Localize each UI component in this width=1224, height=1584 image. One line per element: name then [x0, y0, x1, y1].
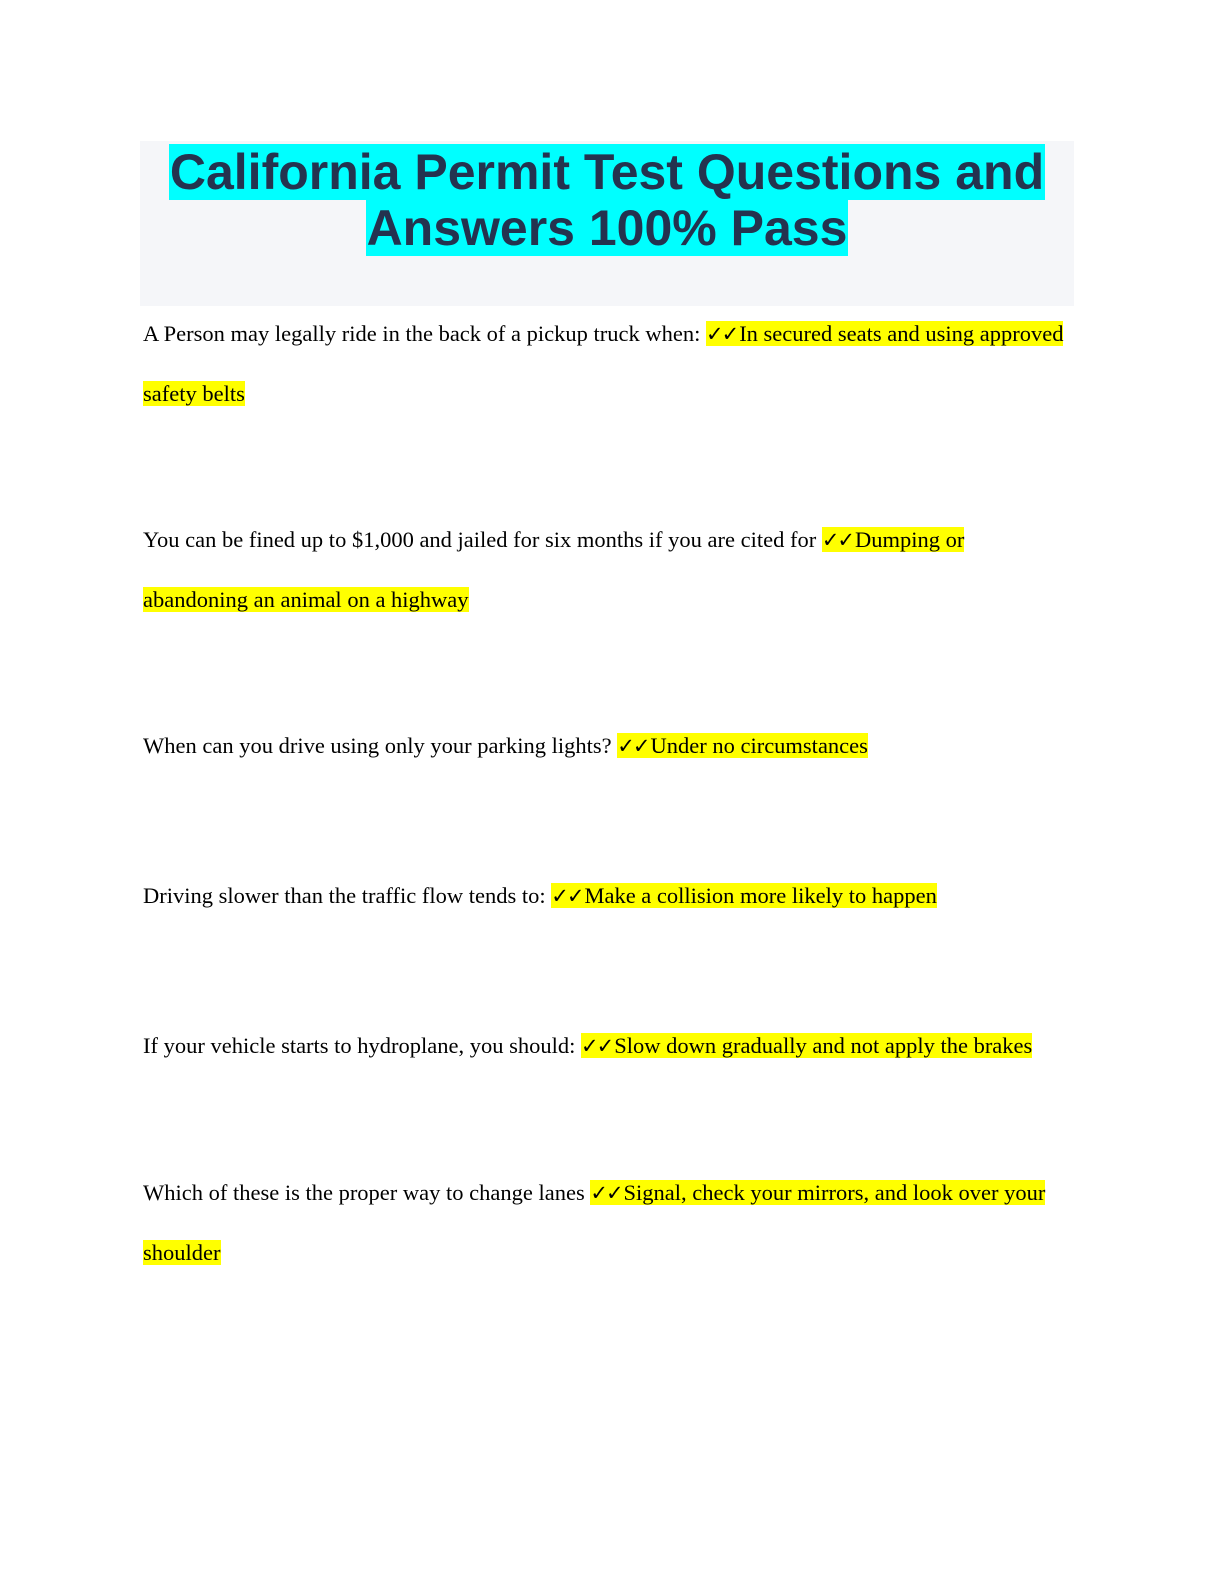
double-check-icon: ✓✓ [581, 1034, 613, 1058]
qa-item [143, 510, 1073, 629]
title-panel [140, 141, 1074, 306]
answer-text: Slow down gradually and not apply the brakes [614, 1033, 1033, 1058]
question-text: You can be fined up to $1,000 and jailed for six months if you are cited for [143, 527, 822, 552]
double-check-icon: ✓✓ [551, 884, 583, 908]
question-text: Which of these is the proper way to change lanes [143, 1180, 591, 1205]
answer-text: In secured seats and using approved safety belts [143, 321, 1064, 406]
title-line-2: Answers 100% Pass [366, 200, 848, 256]
double-check-icon: ✓✓ [821, 528, 854, 552]
double-check-icon: ✓✓ [705, 322, 738, 346]
answer-highlight [551, 883, 937, 908]
qa-item [143, 716, 1073, 776]
answer-highlight [581, 1033, 1032, 1058]
question-text: If your vehicle starts to hydroplane, you should: [143, 1033, 582, 1058]
question-text: A Person may legally ride in the back of a pickup truck when: [143, 321, 706, 346]
document-title [140, 141, 1074, 256]
answer-text: Make a collision more likely to happen [584, 883, 937, 908]
double-check-icon: ✓✓ [617, 734, 649, 758]
answer-highlight [617, 733, 868, 758]
qa-list [143, 304, 1073, 1282]
qa-item [143, 1016, 1073, 1076]
qa-item [143, 1163, 1073, 1282]
answer-text: Dumping or abandoning an animal on a highway [143, 527, 965, 612]
question-text: When can you drive using only your parking lights? [143, 733, 618, 758]
qa-item [143, 866, 1073, 926]
qa-item [143, 304, 1073, 423]
answer-text: Signal, check your mirrors, and look over your shoulder [143, 1180, 1046, 1265]
double-check-icon: ✓✓ [590, 1181, 622, 1205]
title-line-1: California Permit Test Questions and [169, 144, 1045, 200]
question-text: Driving slower than the traffic flow tends to: [143, 883, 552, 908]
answer-text: Under no circumstances [650, 733, 868, 758]
